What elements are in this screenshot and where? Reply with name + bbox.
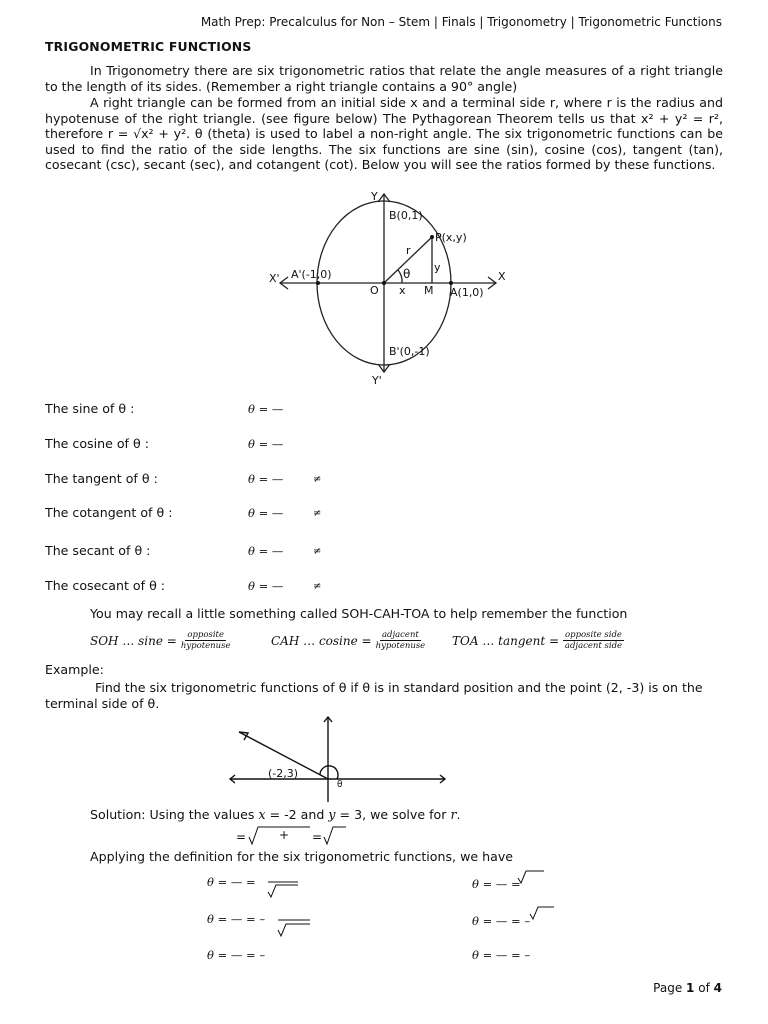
solution-x: x xyxy=(258,807,266,822)
footer-page-total: 4 xyxy=(713,981,722,995)
soh-cah-toa-intro: You may recall a little something called SOH-CAH-TOA to help remember the function xyxy=(90,606,628,621)
x-segment-label: x xyxy=(399,284,406,297)
page-title: TRIGONOMETRIC FUNCTIONS xyxy=(45,39,252,54)
a-prime-label: A'(-1,0) xyxy=(291,268,332,281)
result-1-right-sqrt xyxy=(516,868,546,888)
origin-label: O xyxy=(370,284,379,297)
example-theta-label: θ xyxy=(337,780,343,790)
a-point xyxy=(449,281,453,285)
footer-of-word: of xyxy=(698,981,710,995)
example-text: Find the six trigonometric functions of θ if θ is in standard position and the point (2, -3) is on the terminal side of θ. xyxy=(45,680,703,711)
sqrt-icon xyxy=(268,885,298,897)
intro-paragraph-1: In Trigonometry there are six trigonometric ratios that relate the angle measures of a right triangle to the length of its sides. (Remember a right triangle contains a 90° angle) xyxy=(45,63,723,94)
fn-cotangent-label: The cotangent of θ : xyxy=(45,505,173,520)
fn-cosecant-eq: θ = — xyxy=(248,579,284,593)
cah-numerator: adjacent xyxy=(381,630,419,640)
radius-eq-equals-2: = xyxy=(312,830,323,844)
fn-cotangent-ne: ≠ xyxy=(313,508,322,519)
example-theta-arc xyxy=(320,766,338,779)
radius-sqrt-2-icon xyxy=(324,827,346,844)
result-1-right-eq: θ = — = xyxy=(472,877,521,891)
fn-cosine-eq: θ = — xyxy=(248,437,284,451)
b-label: B(0,1) xyxy=(389,209,423,222)
fn-cosecant-ne: ≠ xyxy=(313,581,322,592)
solution-prefix: Solution: Using the values xyxy=(90,807,259,822)
solution-mid1: = -2 and xyxy=(265,807,329,822)
solution-r: r xyxy=(450,807,457,822)
soh-denominator: hypotenuse xyxy=(180,641,231,651)
result-3-left-eq: θ = — = – xyxy=(207,948,266,962)
b-prime-label: B'(0,-1) xyxy=(389,345,430,358)
fn-cosecant-label: The cosecant of θ : xyxy=(45,578,166,593)
a-prime-point xyxy=(316,281,320,285)
applying-definition-text: Applying the definition for the six trigonometric functions, we have xyxy=(90,849,514,864)
fn-secant-eq: θ = — xyxy=(248,544,284,558)
fn-cosine-label: The cosine of θ : xyxy=(45,436,149,451)
radius-eq-equals-1: = xyxy=(236,830,247,844)
toa-denominator: adjacent side xyxy=(564,641,623,651)
p-point xyxy=(430,235,434,239)
result-2-right-eq: θ = — = – xyxy=(472,914,531,928)
footer-page-word: Page xyxy=(653,981,683,995)
y-segment-label: y xyxy=(434,261,441,274)
toa-left: TOA … tangent = xyxy=(452,633,560,648)
sqrt-icon xyxy=(278,924,310,936)
m-label: M xyxy=(424,284,434,297)
result-1-left-eq: θ = — = xyxy=(207,875,256,889)
solution-mid2: = 3, we solve for xyxy=(335,807,451,822)
fn-secant-ne: ≠ xyxy=(313,546,322,557)
radius-eq-plus: + xyxy=(279,828,290,842)
r-label: r xyxy=(406,244,411,257)
fn-secant-label: The secant of θ : xyxy=(45,543,151,558)
example-figure xyxy=(225,712,450,806)
cah-fraction xyxy=(376,630,426,651)
cah-denominator: hypotenuse xyxy=(375,641,426,651)
soh-formula xyxy=(90,630,230,651)
soh-left: SOH … sine = xyxy=(90,633,177,648)
intro-paragraph-2: A right triangle can be formed from an initial side x and a terminal side r, where r is the radius and hypotenuse of the right triangle. (see figure below) The Pythagorean Theorem tells us that x² + y² = r², therefore r = √x² + y². θ (theta) is used to label a non-right angle. The six trigonometric functions can be used to find the ratio of the side lengths. The six functions are sine (sin), cosine (cos), tangent (tan), cosecant (csc), secant (sec), and cotangent (cot). Below you will see the ratios formed by these functions. xyxy=(45,95,723,173)
soh-numerator: opposite xyxy=(187,630,224,640)
x-prime-label: X' xyxy=(269,272,280,285)
unit-circle-figure xyxy=(260,188,510,388)
radius-equation xyxy=(232,824,357,848)
cah-left: CAH … cosine = xyxy=(271,633,372,648)
soh-fraction xyxy=(181,630,231,651)
a-label: A(1,0) xyxy=(450,286,484,299)
theta-label: θ xyxy=(403,267,411,281)
fn-sine-eq: θ = — xyxy=(248,402,284,416)
theta-arc xyxy=(398,270,402,283)
sqrt-icon xyxy=(518,871,544,883)
fn-cotangent-eq: θ = — xyxy=(248,506,284,520)
fn-tangent-ne: ≠ xyxy=(313,474,322,485)
result-1-left-fraction xyxy=(266,874,302,900)
y-axis-label: Y xyxy=(371,190,378,203)
solution-y: y xyxy=(328,807,336,822)
result-3-right-eq: θ = — = – xyxy=(472,948,531,962)
example-label: Example: xyxy=(45,662,104,677)
sqrt-icon xyxy=(530,907,554,919)
toa-fraction xyxy=(563,630,624,651)
toa-formula xyxy=(452,630,624,651)
solution-end: . xyxy=(456,807,461,822)
page-header-breadcrumb: Math Prep: Precalculus for Non – Stem | Finals | Trigonometry | Trigonometric Functions xyxy=(200,15,722,29)
example-point-label: (-2,3) xyxy=(268,767,299,780)
p-label: P(x,y) xyxy=(435,231,467,244)
fn-tangent-eq: θ = — xyxy=(248,472,284,486)
toa-numerator: opposite side xyxy=(565,630,622,640)
result-2-left-fraction xyxy=(276,912,314,940)
cah-formula xyxy=(271,630,425,651)
solution-text xyxy=(90,807,460,822)
origin-point xyxy=(382,281,386,285)
footer-page-number: 1 xyxy=(686,981,695,995)
y-prime-label: Y' xyxy=(372,374,382,387)
fn-tangent-label: The tangent of θ : xyxy=(45,471,158,486)
page-footer xyxy=(653,981,722,995)
result-2-left-eq: θ = — = – xyxy=(207,912,266,926)
result-2-right-sqrt xyxy=(528,904,556,924)
fn-sine-label: The sine of θ : xyxy=(45,401,135,416)
x-axis-label: X xyxy=(498,270,506,283)
